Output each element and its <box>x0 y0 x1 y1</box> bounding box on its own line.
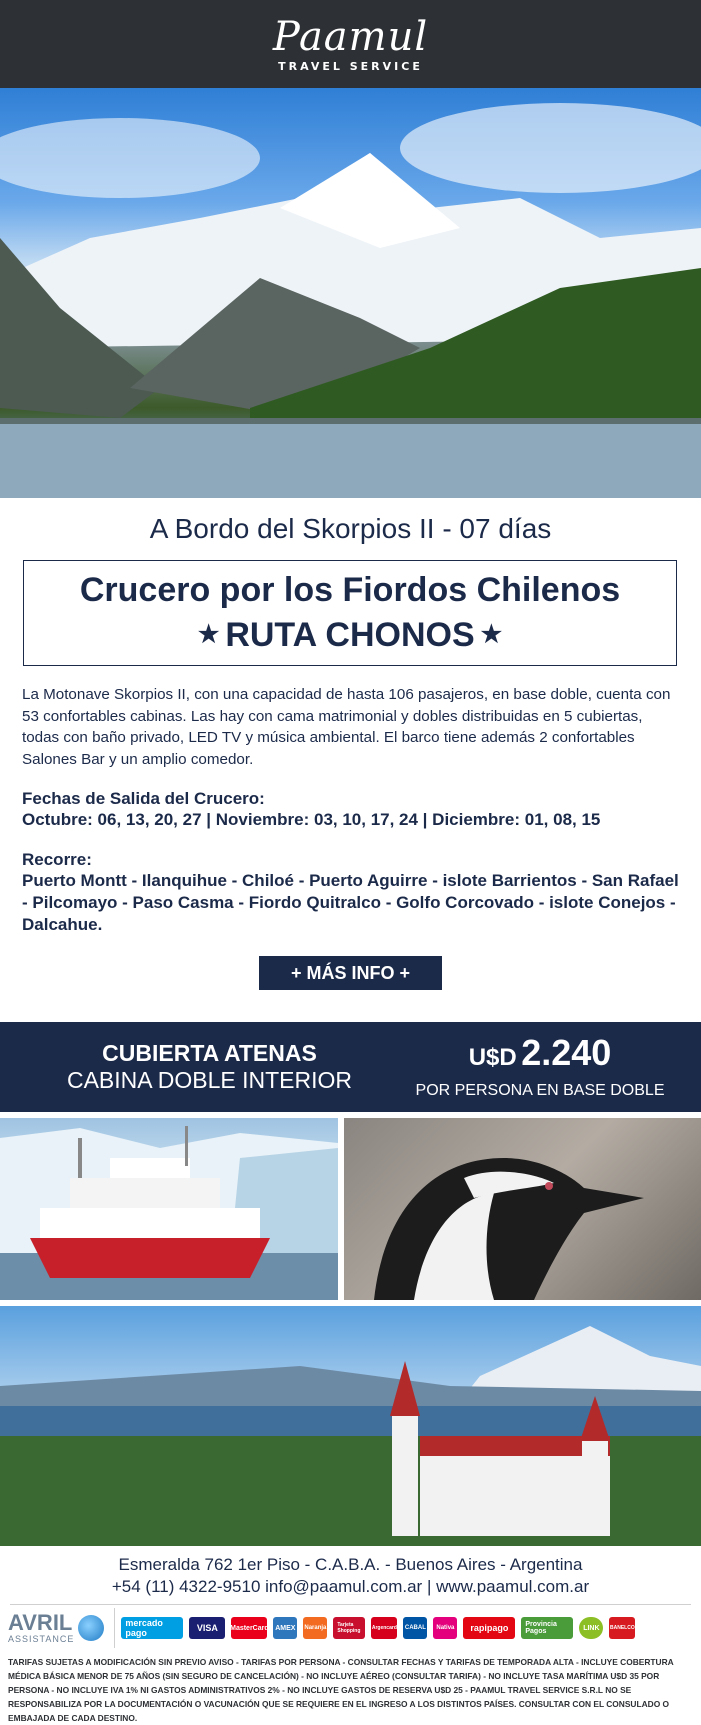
payment-logo: VISA <box>189 1617 225 1639</box>
globe-icon <box>78 1615 104 1641</box>
star-icon: ★ <box>480 621 503 648</box>
payment-logo: Nativa <box>433 1617 457 1639</box>
avril-sub: ASSISTANCE <box>8 1634 75 1644</box>
cruise-title: Crucero por los Fiordos Chilenos <box>79 571 621 609</box>
legal-disclaimer: TARIFAS SUJETAS A MODIFICACIÓN SIN PREVIO AVISO - TARIFAS POR PERSONA - CONSULTAR FECHAS Y TARIFAS DE TEMPORADA ALTA - INCLUYE COBERTURA MÉDICA BÁSICA MENOR DE 75 AÑOS (SIN SEGURO DE CANCELACIÓN) - NO INCLUYE AÉREO (CONSULTAR TARIFA) - NO INCLUYE TASA MARÍTIMA U$D 35 POR PERSONA - NO INCLUYE IVA 1% NI GASTOS ADMINISTRATIVOS 2% - NO INCLUYE GASTOS DE RESERVA U$D 25 - PAAMUL TRAVEL SERVICE S.R.L NO SE RESPONSABILIZA POR LA DOCUMENTACIÓN O VACUNACIÓN QUE SE REQUIERE EN EL INGRESO A LOS DISTINTOS PAÍSES. CONSULTAR CON EL CONSULADO O EMBAJADA DE CADA DESTINO. <box>8 1657 674 1723</box>
departure-dates: Octubre: 06, 13, 20, 27 | Noviembre: 03, 10, 17, 24 | Diciembre: 01, 08, 15 <box>22 810 601 829</box>
payment-logo: Naranja <box>303 1617 327 1639</box>
logo-tagline: TRAVEL SERVICE <box>278 59 423 73</box>
price-info <box>399 1033 681 1101</box>
more-info-button[interactable]: + MÁS INFO + <box>259 956 442 990</box>
avril-name: AVRIL <box>8 1610 73 1635</box>
logo[interactable]: Paamul <box>272 13 429 60</box>
penguin-photo[interactable] <box>344 1118 701 1300</box>
agency-address: Esmeralda 762 1er Piso - C.A.B.A. - Buenos Aires - Argentina <box>118 1555 583 1574</box>
price-amount: 2.240 <box>521 1032 612 1073</box>
payment-logo: mercado pago <box>121 1617 183 1639</box>
payment-logo: LINK <box>579 1617 603 1639</box>
price-currency: U$D <box>468 1044 517 1071</box>
trip-subtitle: A Bordo del Skorpios II - 07 días <box>149 513 552 544</box>
hero-image-fjords[interactable] <box>0 88 701 498</box>
partner-logos <box>0 1605 701 1651</box>
price <box>399 1033 681 1081</box>
cabin-info <box>20 1040 399 1094</box>
town-illustration <box>0 1306 701 1546</box>
more-info-wrap <box>0 956 701 990</box>
route-stops: Puerto Montt - Ilanquihue - Chiloé - Puerto Aguirre - islote Barrientos - San Rafael - Pilcomayo - Paso Casma - Fiordo Quitralco - Golfo Corcovado - islote Conejos - Dalcahue. <box>22 871 679 934</box>
dates-heading: Fechas de Salida del Crucero: <box>22 789 265 808</box>
star-icon: ★ <box>197 621 220 648</box>
town-photo-puerto-varas[interactable] <box>0 1306 701 1546</box>
cabin-type: CABINA DOBLE INTERIOR <box>66 1067 352 1093</box>
penguin-illustration <box>344 1118 701 1300</box>
payment-logo: Provincia Pagos <box>521 1617 573 1639</box>
price-basis: POR PERSONA EN BASE DOBLE <box>415 1082 665 1099</box>
ship-illustration <box>0 1118 338 1300</box>
payment-logo: Tarjeta Shopping <box>333 1617 365 1639</box>
ship-photo[interactable] <box>0 1118 338 1300</box>
payment-logo: CABAL <box>403 1617 427 1639</box>
price-band <box>0 1022 701 1112</box>
header <box>0 0 701 88</box>
title-box <box>23 560 677 666</box>
ship-description: La Motonave Skorpios II, con una capacidad de hasta 106 pasajeros, en base doble, cuenta con 53 confortables cabinas. Las hay con cama matrimonial y dobles distribuidas en 5 cubiertas, todas con baño privado, LED TV y música ambiental. El barco tiene además 2 confortables Salones Bar y un amplio comedor. <box>22 686 671 768</box>
payment-logo: AMEX <box>273 1617 297 1639</box>
payment-logo: rapipago <box>463 1617 515 1639</box>
route-title <box>24 613 676 657</box>
route-heading: Recorre: <box>22 850 92 869</box>
deck-name: CUBIERTA ATENAS <box>102 1040 317 1066</box>
hero-illustration <box>0 88 701 498</box>
route-name: RUTA CHONOS <box>225 616 475 654</box>
agency-contact[interactable]: +54 (11) 4322-9510 info@paamul.com.ar | www.paamul.com.ar <box>111 1577 590 1596</box>
avril-assistance-logo[interactable] <box>8 1608 115 1648</box>
payment-logo: MasterCard <box>231 1617 267 1639</box>
payment-logo: BANELCO <box>609 1617 635 1639</box>
photo-row <box>0 1118 701 1300</box>
payment-logo: Argencard <box>371 1617 397 1639</box>
